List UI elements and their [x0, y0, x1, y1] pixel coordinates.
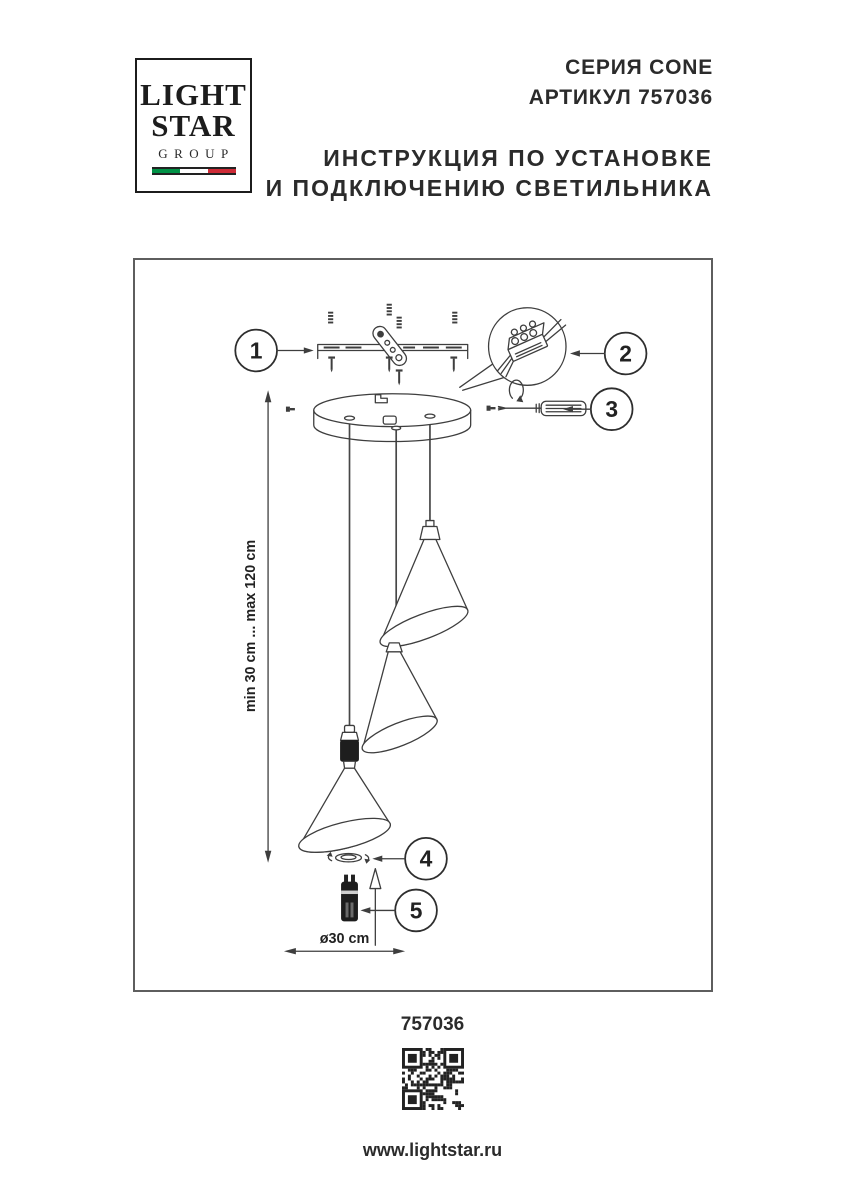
flag-red-stripe — [208, 169, 236, 173]
pendant-cone-middle — [358, 643, 441, 760]
wall-plug-icons — [328, 304, 457, 329]
cord-grip — [341, 740, 359, 761]
callout-1 — [235, 330, 313, 372]
callout-5 — [360, 890, 436, 932]
wire-connector-detail — [460, 308, 575, 391]
logo-word-star: STAR — [151, 108, 236, 143]
title-block — [266, 53, 713, 203]
article-label: АРТИКУЛ 757036 — [528, 86, 713, 109]
italy-flag-icon — [152, 167, 236, 175]
logo-word-group: GROUP — [158, 146, 235, 161]
logo-word-light: LIGHT — [140, 77, 247, 112]
svg-text:5: 5 — [409, 897, 423, 924]
callout-4 — [372, 838, 446, 880]
diameter-label: ø30 cm — [319, 931, 370, 948]
callout-2 — [570, 333, 646, 375]
series-label: СЕРИЯ CONE — [565, 56, 713, 79]
instruction-title — [266, 143, 713, 203]
led-bulb-icon — [341, 875, 358, 922]
height-range-label: min 30 cm ... max 120 cm — [243, 539, 260, 713]
diameter-dimension — [284, 931, 405, 954]
svg-text:3: 3 — [605, 396, 619, 423]
svg-text:1: 1 — [249, 337, 263, 364]
mounting-bracket — [318, 324, 468, 369]
svg-text:2: 2 — [619, 340, 632, 367]
lightstar-logo — [135, 58, 252, 193]
footer-article-number: 757036 — [400, 1014, 465, 1035]
flag-green-stripe — [152, 169, 180, 173]
website-url: www.lightstar.ru — [362, 1140, 503, 1160]
qr-code — [8, 1048, 849, 1115]
installation-diagram — [135, 260, 711, 990]
svg-text:4: 4 — [419, 845, 433, 872]
height-dimension — [243, 390, 271, 862]
decor-ring — [327, 852, 371, 864]
callout-3 — [563, 388, 633, 430]
installation-diagram-frame — [133, 258, 713, 992]
pendant-cone-top — [376, 521, 472, 655]
instruction-title-line1: ИНСТРУКЦИЯ ПО УСТАНОВКЕ — [323, 145, 713, 171]
flag-white-stripe — [180, 169, 208, 173]
instruction-title-line2: И ПОДКЛЮЧЕНИЮ СВЕТИЛЬНИКА — [265, 175, 713, 201]
canopy — [314, 394, 471, 442]
insert-arrow — [370, 869, 381, 946]
